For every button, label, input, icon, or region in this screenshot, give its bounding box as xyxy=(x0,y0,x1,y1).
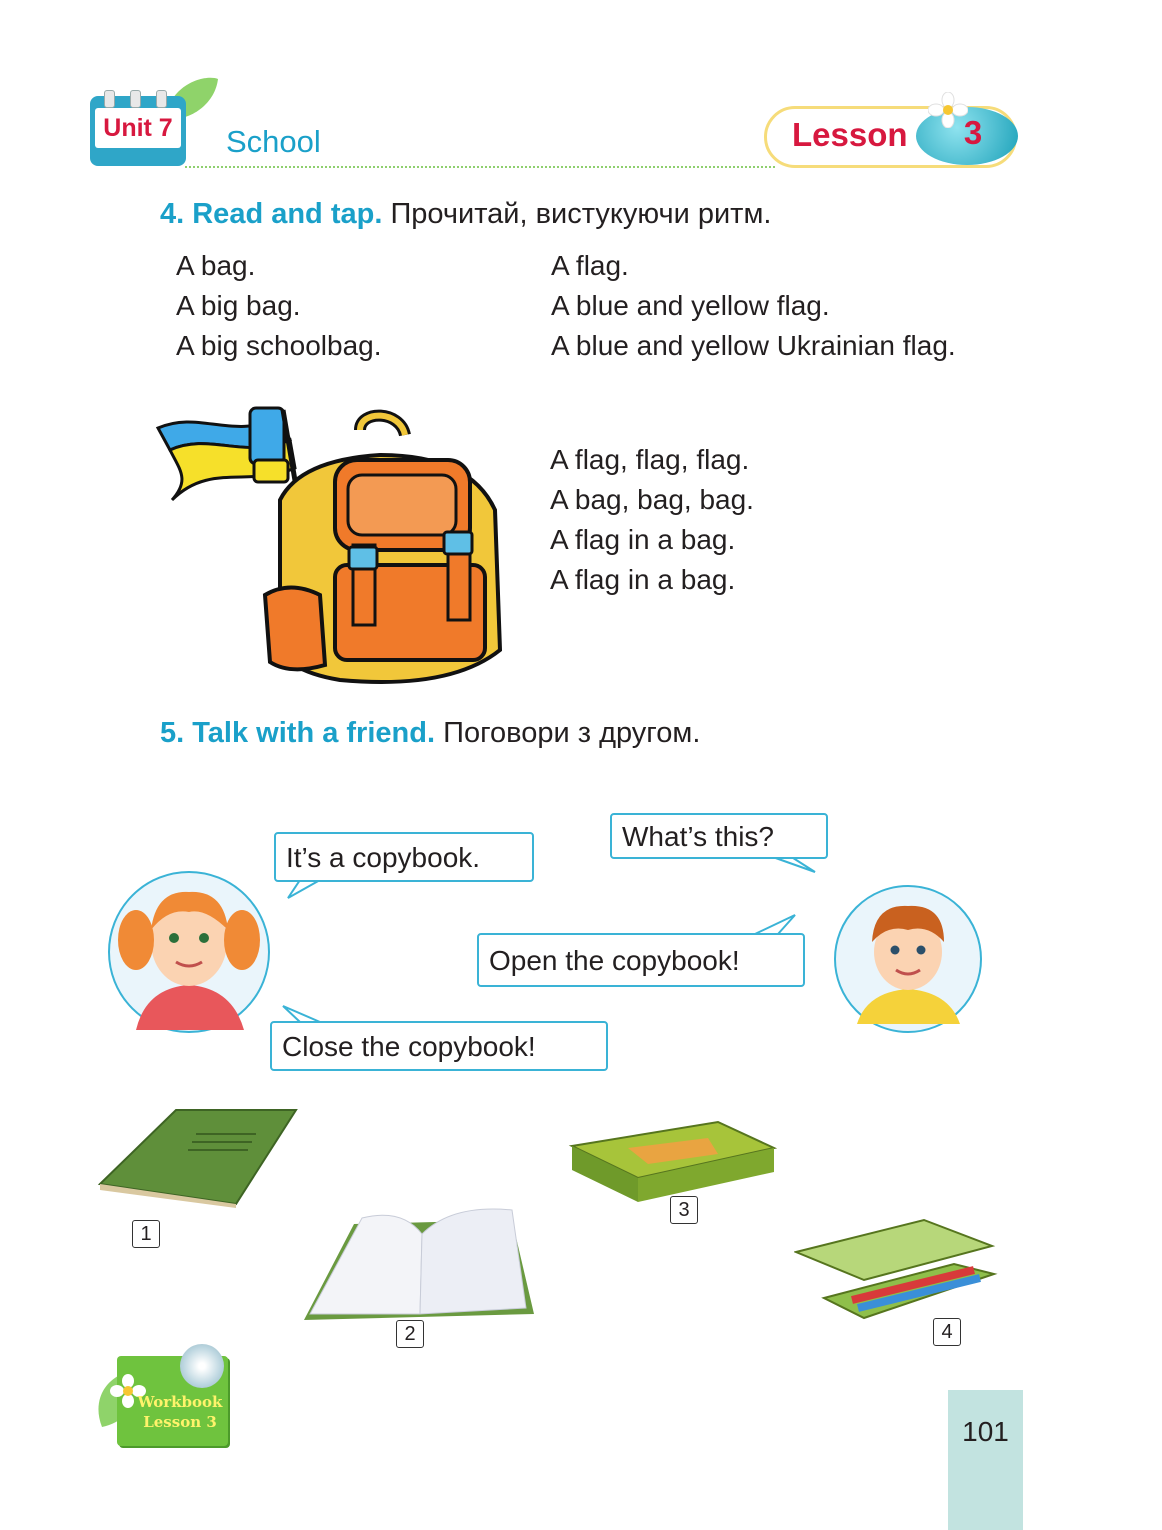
workbook-label xyxy=(132,1392,228,1432)
text-line: A bag. xyxy=(176,250,256,281)
text-line: A flag. xyxy=(551,250,629,281)
chant-line: A bag, bag, bag. xyxy=(550,484,754,515)
closed-copybook-illustration xyxy=(96,1106,302,1208)
section-title: School xyxy=(226,124,321,159)
boy-avatar xyxy=(832,884,984,1034)
girl-avatar xyxy=(106,870,274,1036)
speech-bubble-open: Open the copybook! xyxy=(477,933,805,987)
unit-label: Unit 7 xyxy=(95,108,181,148)
item-number-4: 4 xyxy=(933,1318,961,1346)
item-number-3: 3 xyxy=(670,1196,698,1224)
workbook-badge[interactable] xyxy=(92,1344,232,1450)
speech-bubble-whats-this: What’s this? xyxy=(610,813,828,859)
open-pencil-case-illustration xyxy=(794,1218,998,1328)
text-line: A blue and yellow flag. xyxy=(551,290,830,321)
exercise-4-instruction: Прочитай, вистукуючи ритм. xyxy=(390,198,772,230)
exercise-5-title: 5. Talk with a friend. xyxy=(160,717,436,749)
item-number-2: 2 xyxy=(396,1320,424,1348)
page-number: 101 xyxy=(962,1416,1009,1447)
speech-bubble-close: Close the copybook! xyxy=(270,1021,608,1071)
open-copybook-illustration xyxy=(302,1204,536,1322)
exercise-5-instruction: Поговори з другом. xyxy=(443,717,701,749)
chant-line: A flag, flag, flag. xyxy=(550,444,750,475)
workbook-line1: Workbook xyxy=(137,1393,223,1411)
lesson-number-text: 3 xyxy=(963,114,983,151)
closed-pencil-case-illustration xyxy=(568,1118,778,1206)
workbook-line2: Lesson 3 xyxy=(143,1413,217,1431)
text-line: A big schoolbag. xyxy=(176,330,382,361)
chant-line: A flag in a bag. xyxy=(550,524,736,555)
text-line: A blue and yellow Ukrainian flag. xyxy=(551,330,956,361)
speech-bubble-its-copybook: It’s a copybook. xyxy=(274,832,534,882)
page-number-tab xyxy=(948,1390,1023,1530)
exercise-4-title: 4. Read and tap. xyxy=(160,198,383,230)
lesson-label: Lesson xyxy=(792,116,908,153)
item-number-1: 1 xyxy=(132,1220,160,1248)
text-line: A big bag. xyxy=(176,290,301,321)
chant-line: A flag in a bag. xyxy=(550,564,736,595)
cd-icon xyxy=(180,1344,224,1388)
